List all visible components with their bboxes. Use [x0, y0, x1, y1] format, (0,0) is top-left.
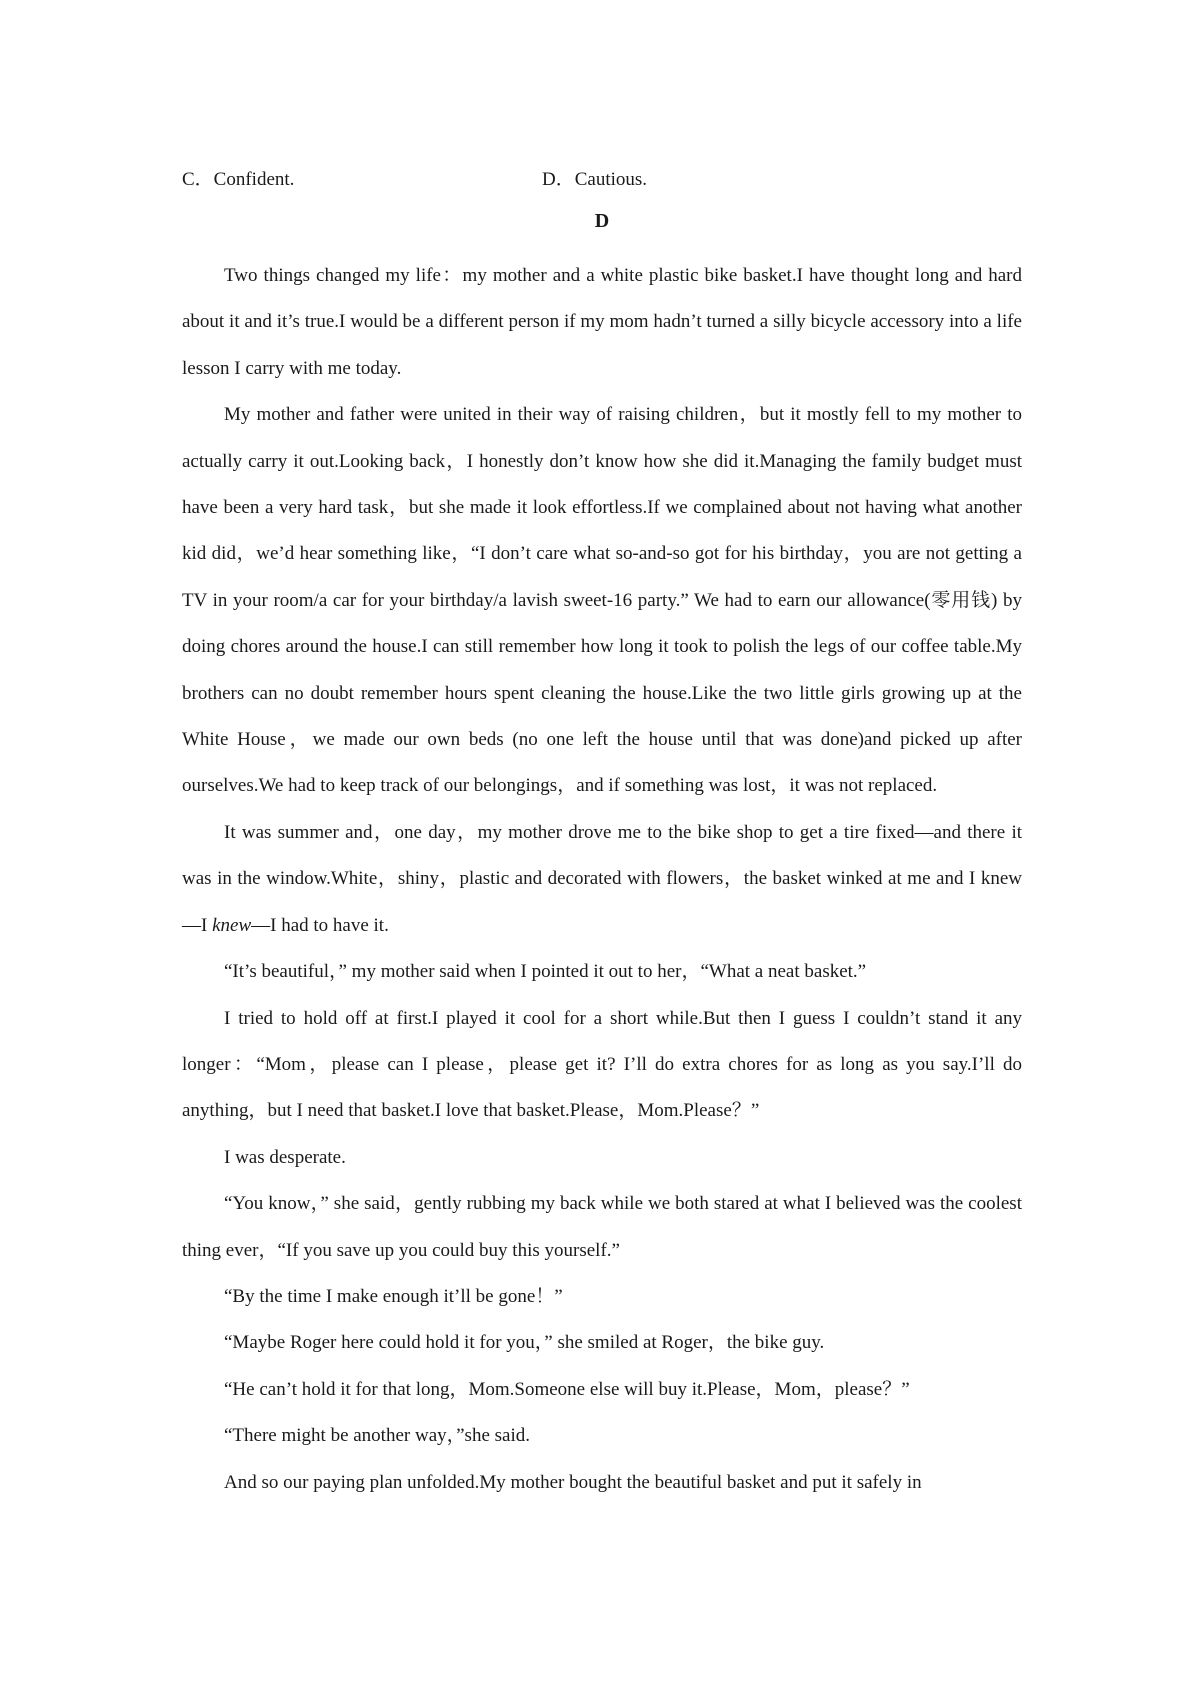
paragraph-3 — [182, 810, 1022, 949]
passage-body — [182, 253, 1022, 1506]
option-c[interactable]: C．Confident. — [182, 169, 295, 190]
paragraph-11: “There might be another way，”she said. — [224, 1425, 530, 1447]
paragraph-3-text-end: —I had to have it. — [251, 914, 389, 936]
option-d[interactable]: D．Cautious. — [542, 169, 648, 190]
paragraph-3-italic-word: knew — [212, 914, 252, 936]
paragraph-4: “It’s beautiful，” my mother said when I pointed it out to her，“What a neat basket.” — [224, 961, 867, 983]
paragraph-10: “He can’t hold it for that long，Mom.Someone else will buy it.Please，Mom，please？” — [224, 1378, 910, 1400]
paragraph-7: “You know，” she said，gently rubbing my back while we both stared at what I believed was the coolest thing ever，“If you save up you could buy this yourself.” — [182, 1193, 1022, 1261]
paragraph-5: I tried to hold off at first.I played it cool for a short while.But then I guess I couldn’t stand it any longer：“Mom，please can I please，please get it? I’ll do extra chores for as long as you say.I’ll do anything，but I need that basket.I love that basket.Please，Mom.Please？” — [182, 1007, 1022, 1122]
paragraph-8: “By the time I make enough it’ll be gone！” — [224, 1285, 563, 1307]
paragraph-6: I was desperate. — [224, 1146, 346, 1168]
paragraph-12: And so our paying plan unfolded.My mother bought the beautiful basket and put it safely in — [224, 1471, 922, 1493]
answer-options — [182, 164, 1022, 190]
paragraph-1: Two things changed my life：my mother and a white plastic bike basket.I have thought long and hard about it and it’s true.I would be a different person if my mom hadn’t turned a silly bicycle accessory into a life lesson I carry with me today. — [182, 265, 1022, 379]
paragraph-3-text: It was summer and，one day，my mother drove me to the bike shop to get a tire fixed—and there it was in the window.White，shiny，plastic and decorated with flowers，the basket winked at me and I knew—I — [182, 821, 1022, 936]
section-heading: D — [594, 210, 610, 232]
paragraph-9: “Maybe Roger here could hold it for you，” she smiled at Roger，the bike guy. — [224, 1332, 825, 1354]
paragraph-2: My mother and father were united in their way of raising children，but it mostly fell to my mother to actually carry it out.Looking back，I honestly don’t know how she did it.Managing the family budget must have been a very hard task，but she made it look effortless.If we complained about not having what another kid did，we’d hear something like，“I don’t care what so-and-so got for his birthday，you are not getting a TV in your room/a car for your birthday/a lavish sweet-16 party.” We had to earn our allowance(零用钱) by doing chores around the house.I can still remember how long it took to polish the legs of our coffee table.My brothers can no doubt remember hours spent cleaning the house.Like the two little girls growing up at the White House，we made our own beds (no one left the house until that was done)and picked up after ourselves.We had to keep track of our belongings，and if something was lost，it was not replaced. — [182, 404, 1022, 797]
